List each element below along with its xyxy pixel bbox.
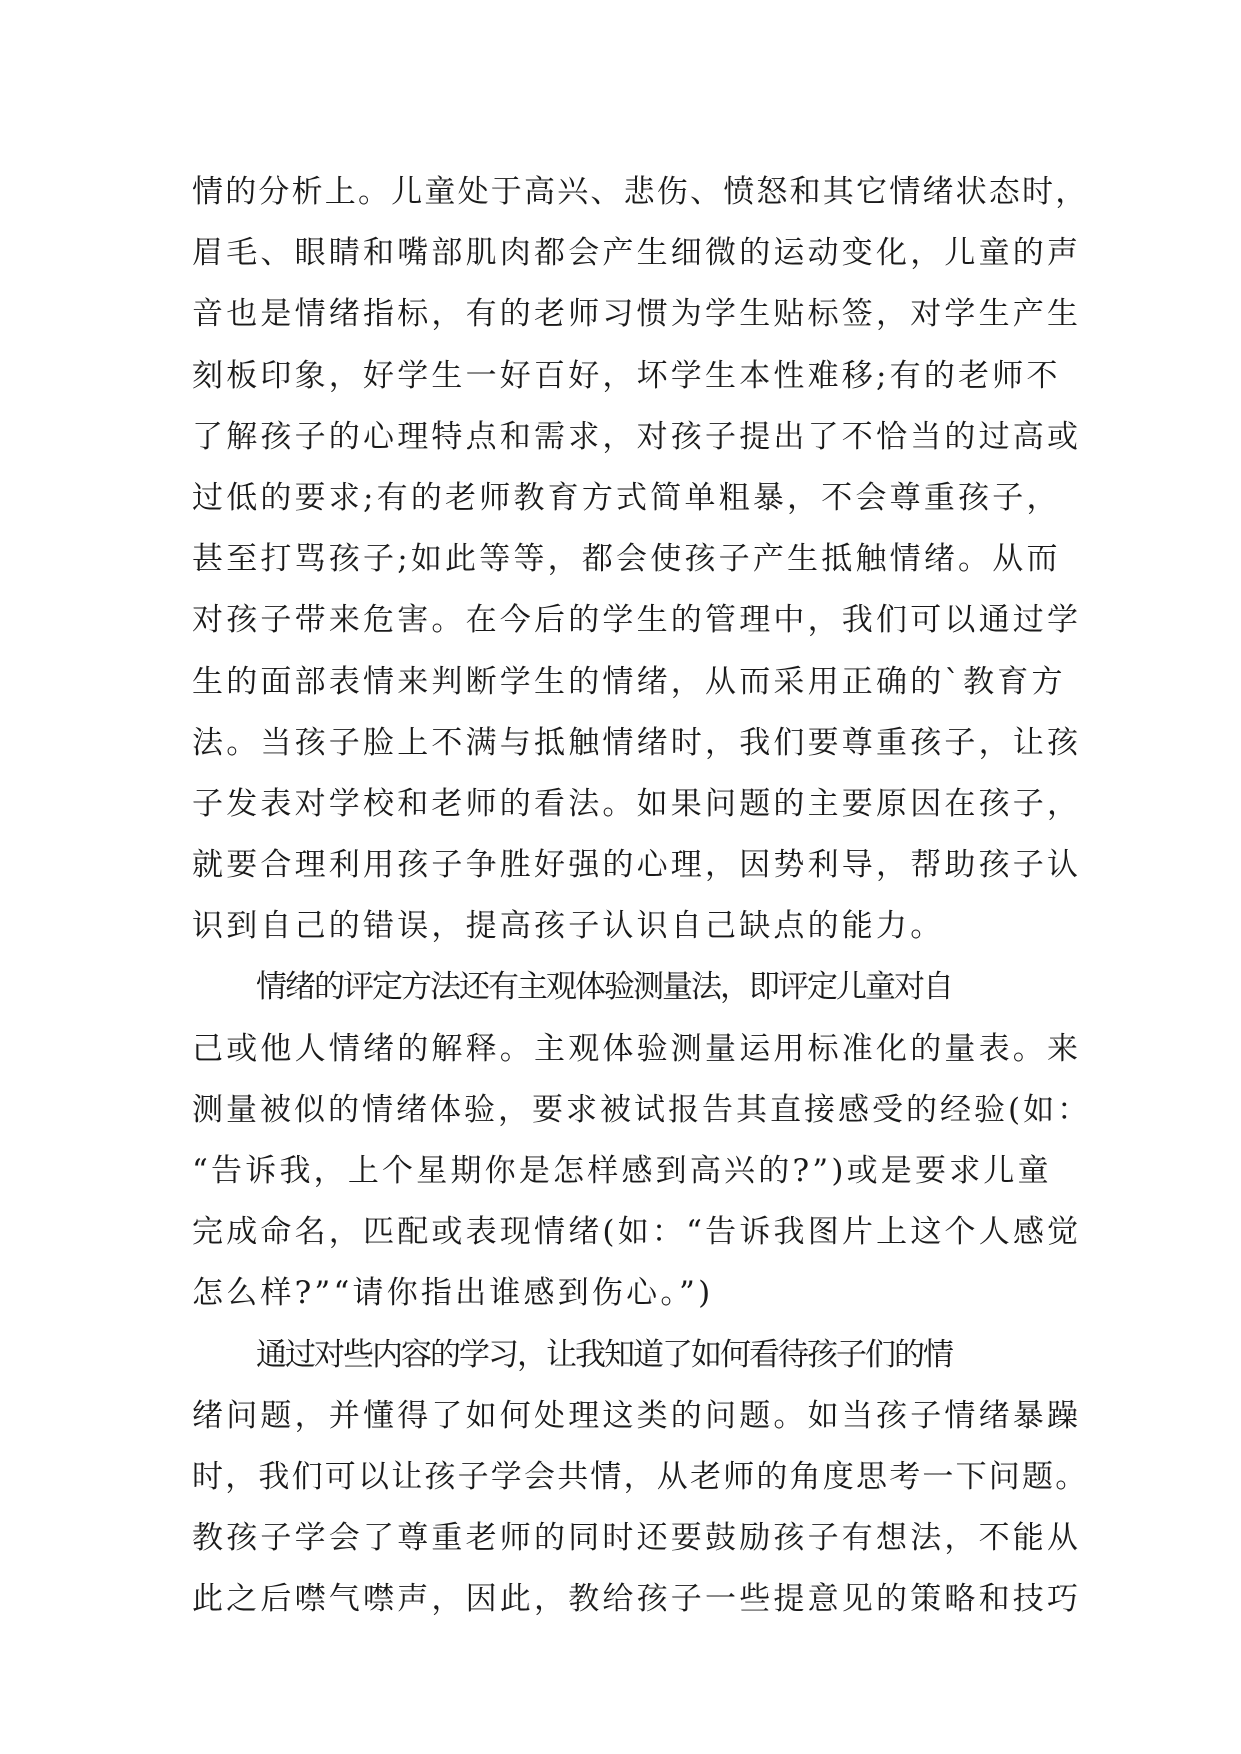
text-line: 对孩子带来危害。在今后的学生的管理中，我们可以通过学	[192, 602, 1082, 639]
text-line: 子发表对学校和老师的看法。如果问题的主要原因在孩子，	[192, 785, 1082, 822]
text-line: 测量被似的情绪体验，要求被试报告其直接感受的经验(如：	[192, 1091, 1092, 1128]
text-line: 了解孩子的心理特点和需求，对孩子提出了不恰当的过高或	[192, 418, 1082, 455]
text-line: 己或他人情绪的解释。主观体验测量运用标准化的量表。来	[192, 1030, 1082, 1067]
paragraph-first-line: 情绪的评定方法还有主观体验测量法，即评定儿童对自	[256, 969, 952, 1006]
text-line: “告诉我，上个星期你是怎样感到高兴的?”)或是要求儿童	[192, 1153, 1052, 1189]
text-line: 就要合理利用孩子争胜好强的心理，因势利导，帮助孩子认	[192, 847, 1082, 884]
text-line: 此之后噤气噤声，因此，教给孩子一些提意见的策略和技巧	[192, 1581, 1082, 1618]
paragraph-first-line: 通过对些内容的学习，让我知道了如何看待孩子们的情	[256, 1336, 952, 1373]
text-line: 眉毛、眼睛和嘴部肌肉都会产生细微的运动变化，儿童的声	[192, 235, 1082, 272]
text-line: 甚至打骂孩子;如此等等，都会使孩子产生抵触情绪。从而	[192, 541, 1061, 578]
text-line: 刻板印象，好学生一好百好，坏学生本性难移;有的老师不	[192, 357, 1061, 394]
text-line: 情的分析上。儿童处于高兴、悲伤、愤怒和其它情绪状态时，	[192, 174, 1089, 210]
text-line: 音也是情绪指标，有的老师习惯为学生贴标签，对学生产生	[192, 296, 1082, 333]
text-line: 怎么样?”“请你指出谁感到伤心。”)	[192, 1275, 714, 1312]
text-line: 过低的要求;有的老师教育方式简单粗暴，不会尊重孩子，	[192, 479, 1061, 516]
body-text	[192, 162, 1092, 1631]
text-line: 识到自己的错误，提高孩子认识自己缺点的能力。	[192, 908, 945, 945]
text-line: 绪问题，并懂得了如何处理这类的问题。如当孩子情绪暴躁	[192, 1397, 1082, 1434]
text-line: 教孩子学会了尊重老师的同时还要鼓励孩子有想法，不能从	[192, 1520, 1082, 1557]
text-line: 生的面部表情来判断学生的情绪，从而采用正确的`教育方	[192, 663, 1066, 700]
text-line: 时，我们可以让孩子学会共情，从老师的角度思考一下问题。	[192, 1458, 1089, 1495]
text-line: 完成命名，匹配或表现情绪(如：“告诉我图片上这个人感觉	[192, 1214, 1082, 1251]
text-line: 法。当孩子脸上不满与抵触情绪时，我们要尊重孩子，让孩	[192, 724, 1082, 761]
